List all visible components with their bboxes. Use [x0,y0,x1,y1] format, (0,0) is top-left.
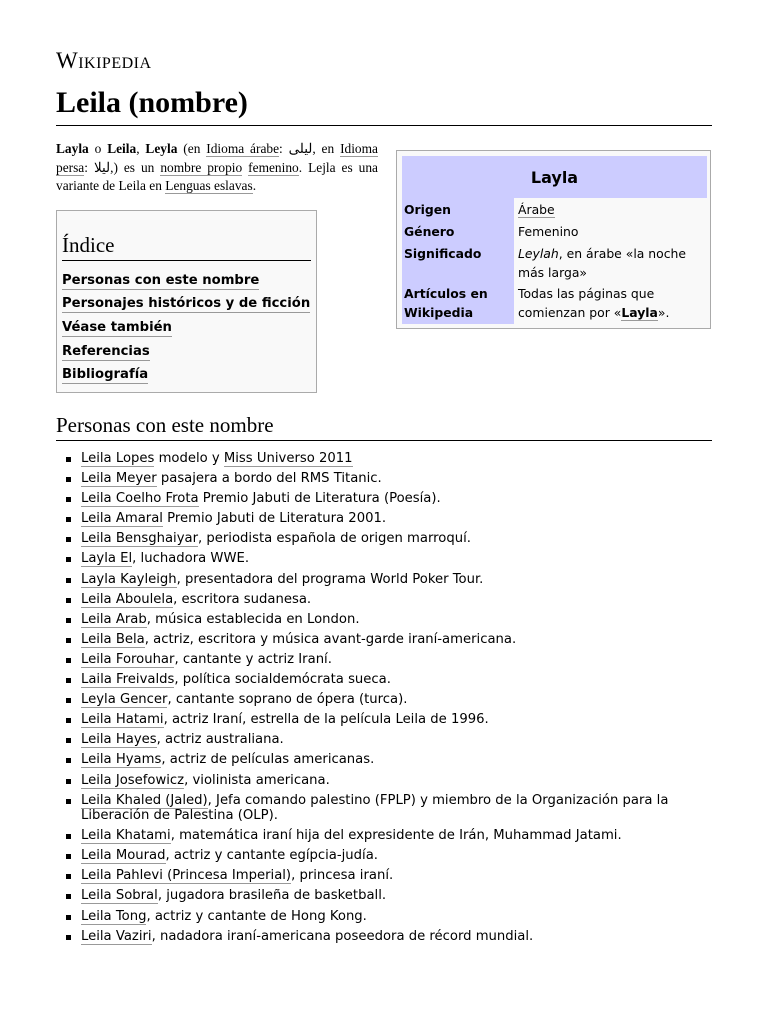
bullet-icon [66,758,71,763]
wiki-link[interactable]: Leila Coelho Frota [81,491,199,507]
toc-item[interactable]: Personajes históricos y de ficción [62,296,311,311]
infobox-row-significado [402,242,707,284]
wiki-link[interactable]: Idioma árabe [206,141,280,156]
page-title: Leila (nombre) [56,86,712,126]
wiki-link[interactable]: Leila Bela [81,631,145,647]
list-item [60,692,716,708]
text-run: pasajera a bordo del RMS Titanic. [156,471,382,487]
text-run: , princesa iraní. [291,868,394,884]
bullet-icon [66,698,71,703]
text-run: , escritora sudanesa. [173,591,312,607]
list-item [60,732,716,748]
list-item [60,451,716,467]
list-item [60,632,716,648]
text-run: Todas las páginas que comienzan por « [518,286,655,320]
text-run: , luchadora WWE. [132,551,250,567]
text-run: (en [177,141,207,156]
text-run: , actriz, escritora y música avant-garde iraní-americana. [144,631,517,647]
table-of-contents [56,210,317,393]
bullet-icon [66,537,71,542]
wiki-link[interactable]: Leila Josefowicz [81,772,185,788]
text-run: . [252,178,257,194]
wiki-link[interactable]: Leila Meyer [81,471,157,487]
bullet-icon [66,915,71,920]
infobox-value [514,198,707,221]
toc-title: Índice [62,233,311,261]
wiki-link[interactable]: Leila Arab [81,611,147,627]
wiki-link[interactable]: Leila Hatami [81,712,164,728]
list-item [60,612,716,628]
wiki-link[interactable]: Leila Tong [81,908,147,924]
infobox-value [514,220,707,243]
wiki-link[interactable]: Layla [621,305,658,320]
bullet-icon [66,935,71,940]
text-run: , jugadora brasileña de basketball. [157,888,387,904]
wiki-link[interactable]: nombre propio [160,159,243,175]
text-run: , violinista americana. [184,772,330,788]
wiki-link[interactable]: Lenguas eslavas [165,178,253,194]
infobox-title: Layla [402,156,707,198]
wiki-link[interactable]: Layla El [81,551,133,567]
intro-paragraph [56,140,378,196]
wiki-link[interactable]: Miss Universo 2011 [223,451,353,466]
list-item [60,572,716,588]
wiki-link[interactable]: Leila Khaled (Jaled) [81,792,208,808]
list-item [60,531,716,547]
text-run: Leila [107,141,137,156]
wiki-link[interactable]: Laila Freivalds [81,672,175,688]
infobox-value [514,282,707,324]
list-item [60,848,716,864]
bullet-icon [66,678,71,683]
wiki-link[interactable]: Layla Kayleigh [81,571,177,587]
bullet-icon [66,497,71,502]
wiki-link[interactable]: Leila Hyams [81,752,162,768]
text-run: Leylah [518,246,559,261]
text-run: Premio Jabuti de Literatura (Poesía). [198,491,441,507]
list-item [60,929,716,945]
list-item [60,868,716,884]
toc-item[interactable]: Referencias [62,344,150,359]
bullet-icon [66,457,71,462]
text-run: modelo y [154,451,224,466]
wiki-link[interactable]: Leila Vaziri [81,928,152,944]
text-run: , nadadora iraní-americana poseedora de récord mundial. [151,928,534,944]
infobox-row-articulos [402,282,707,324]
bullet-icon [66,718,71,723]
toc-item[interactable]: Bibliografía [62,367,149,382]
infobox-key: Significado [402,242,514,284]
list-item [60,793,716,824]
people-list [60,451,716,949]
text-run: o [88,141,108,156]
text-run: Femenino [518,224,579,239]
list-item [60,551,716,567]
bullet-icon [66,779,71,784]
bullet-icon [66,477,71,482]
list-item [60,672,716,688]
wiki-link[interactable]: Leila Khatami [81,828,171,844]
wikipedia-logo[interactable]: Wikipedia [56,48,152,73]
list-item [60,652,716,668]
toc-item[interactable]: Véase también [62,320,172,335]
bullet-icon [66,658,71,663]
text-run: , Jefa comando palestino (FPLP) y miembro de la Organización para la Liberación de Palestina (OLP). [81,792,669,824]
list-item [60,909,716,925]
wiki-link[interactable]: Leila Amaral [81,511,163,527]
wiki-link[interactable]: Leila Bensghaiyar [81,531,199,547]
text-run: , actriz y cantante de Hong Kong. [146,908,367,924]
infobox-key: Artículos en Wikipedia [402,282,514,324]
infobox-key: Género [402,220,514,243]
wiki-link[interactable]: femenino [248,159,299,175]
toc-item[interactable]: Personas con este nombre [62,273,260,288]
bullet-icon [66,799,71,804]
wiki-link[interactable]: Leyla Gencer [81,692,168,708]
text-run: , actriz de películas americanas. [161,752,375,768]
bullet-icon [66,894,71,899]
list-item [60,592,716,608]
wiki-link[interactable]: Árabe [518,202,555,217]
wiki-link[interactable]: Leila Pahlevi (Princesa Imperial) [81,868,292,884]
list-item [60,752,716,768]
list-item [60,511,716,527]
text-run: Premio Jabuti de Literatura 2001. [162,511,387,527]
text-run: : ليلى, en [279,141,341,156]
bullet-icon [66,854,71,859]
wiki-link[interactable]: Leila Lopes [81,451,155,466]
bullet-icon [66,517,71,522]
wiki-link[interactable]: Leila Forouhar [81,651,175,667]
text-run: . Lejla es una variante de Leila en [56,159,378,194]
infobox [396,150,711,329]
wiki-link[interactable]: Leila Sobral [81,888,158,904]
list-item [60,491,716,507]
bullet-icon [66,598,71,603]
list-item [60,888,716,904]
text-run: , en árabe «la noche más larga» [518,246,687,280]
text-run: , [136,141,146,156]
text-run: , cantante soprano de ópera (turca). [167,692,408,708]
list-item [60,828,716,844]
text-run: , presentadora del programa World Poker Tour. [176,571,484,587]
list-item [60,773,716,789]
bullet-icon [66,638,71,643]
text-run: , periodista española de origen marroquí. [198,531,471,547]
bullet-icon [66,834,71,839]
bullet-icon [66,557,71,562]
bullet-icon [66,618,71,623]
wiki-link[interactable]: Idioma persa [56,141,378,175]
text-run: ». [657,305,670,320]
wiki-link[interactable]: Leila Aboulela [81,591,174,607]
wiki-link[interactable]: Leila Mourad [81,848,166,864]
text-run: Layla [56,141,89,156]
text-run: , música establecida en London. [146,611,360,627]
text-run: : ليلا,) es un [84,159,161,175]
text-run: , cantante y actriz Iraní. [174,651,332,667]
wiki-link[interactable]: Leila Hayes [81,732,157,748]
infobox-row-genero [402,220,707,243]
text-run: , actriz australiana. [156,732,284,748]
infobox-value [514,242,707,284]
text-run: , actriz y cantante egípcia-judía. [165,848,378,864]
list-item [60,712,716,728]
text-run: , política socialdemócrata sueca. [174,672,391,688]
infobox-row-origen [402,198,707,221]
infobox-key: Origen [402,198,514,221]
bullet-icon [66,578,71,583]
text-run: , matemática iraní hija del expresidente de Irán, Muhammad Jatami. [170,828,622,844]
bullet-icon [66,738,71,743]
section-heading: Personas con este nombre [56,413,712,441]
text-run: Leyla [145,141,178,156]
list-item [60,471,716,487]
text-run: , actriz Iraní, estrella de la película Leila de 1996. [163,712,489,728]
bullet-icon [66,874,71,879]
